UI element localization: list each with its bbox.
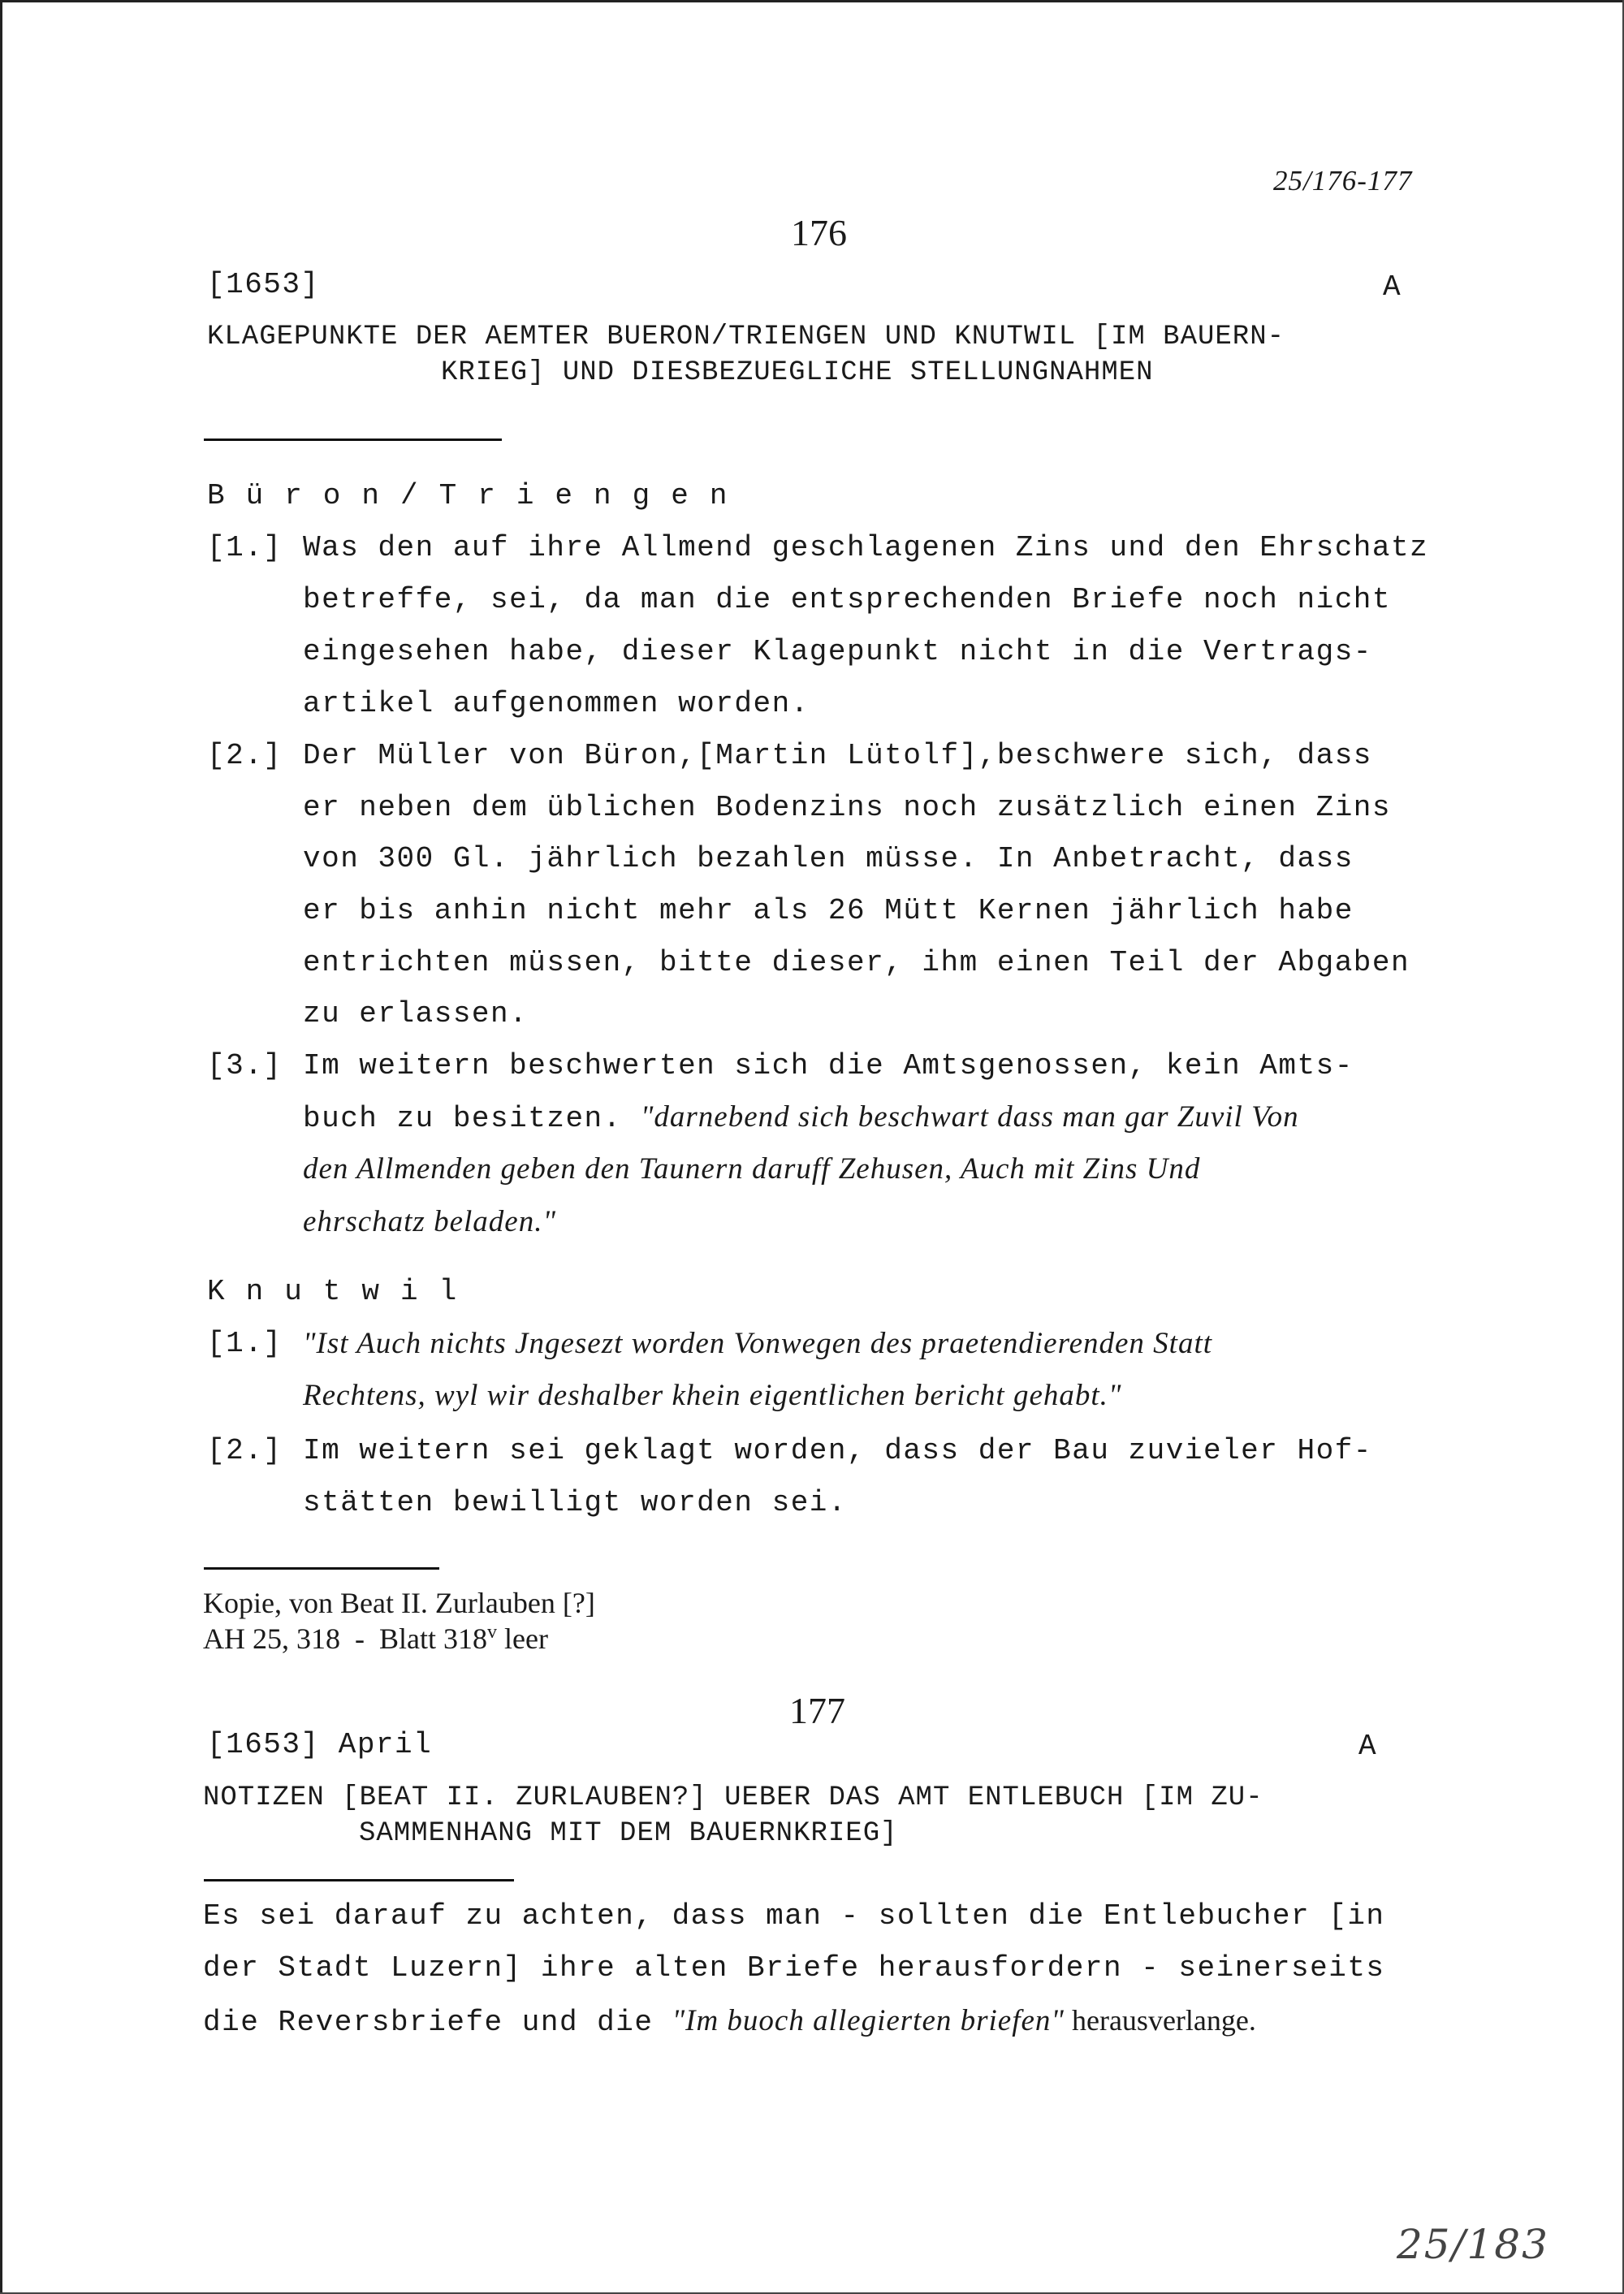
item-number: [2.] <box>207 1434 283 1467</box>
source-note-line2 <box>203 1622 548 1656</box>
item-text-line: stätten bewilligt worden sei. <box>303 1486 848 1519</box>
body-quote-italic: "Im buoch allegierten briefen" <box>672 2004 1065 2037</box>
item-text-line-mixed <box>303 1099 1299 1135</box>
section-heading-bueron-triengen: Büron/Triengen <box>207 479 749 512</box>
item-quote-italic: "darnebend sich beschwart dass man gar Zuvil Von <box>640 1100 1299 1134</box>
doc176-title-line1: KLAGEPUNKTE DER AEMTER BUERON/TRIENGEN UND KNUTWIL [IM BAUERN- <box>207 322 1285 352</box>
item-quote-italic: den Allmenden geben den Taunern daruff Zehusen, Auch mit Zins Und <box>303 1152 1201 1186</box>
item-text-line: Im weitern sei geklagt worden, dass der Bau zuvieler Hof- <box>303 1434 1372 1467</box>
item-text-line: entrichten müssen, bitte dieser, ihm einen Teil der Abgaben <box>303 946 1410 979</box>
body-text-line: Es sei darauf zu achten, dass man - sollten die Entlebucher [in <box>203 1899 1385 1933</box>
item-text-line: zu erlassen. <box>303 997 529 1030</box>
doc177-letter: A <box>1358 1730 1378 1763</box>
item-number: [2.] <box>207 739 283 772</box>
item-text-line: von 300 Gl. jährlich bezahlen müsse. In Anbetracht, dass <box>303 842 1354 875</box>
item-text-line: er bis anhin nicht mehr als 26 Mütt Kernen jährlich habe <box>303 894 1354 927</box>
document-number-177: 177 <box>789 1690 845 1731</box>
item-text-plain: buch zu besitzen. <box>303 1102 641 1135</box>
document-reference: 25/176-177 <box>1273 165 1413 197</box>
item-text-line: artikel aufgenommen worden. <box>303 687 810 720</box>
item-quote-italic: "Ist Auch nichts Jngesezt worden Vonwegen des praetendierenden Statt <box>303 1327 1213 1360</box>
body-text-plain: herausverlange. <box>1064 2004 1256 2037</box>
doc176-letter: A <box>1383 270 1402 304</box>
item-text-line: Der Müller von Büron,[Martin Lütolf],beschwere sich, dass <box>303 739 1372 772</box>
title-rule <box>204 1879 514 1881</box>
item-number: [1.] <box>207 1327 283 1360</box>
item-text-line: eingesehen habe, dieser Klagepunkt nicht in die Vertrags- <box>303 635 1372 668</box>
item-quote-italic: ehrschatz beladen." <box>303 1205 556 1238</box>
scan-border-top <box>0 0 1624 2</box>
handwritten-archive-number: 25/183 <box>1397 2221 1549 2268</box>
doc177-date: [1653] April <box>207 1728 433 1761</box>
verso-marker: v <box>486 1622 497 1643</box>
source-rule <box>204 1567 439 1570</box>
source-note-text: leer <box>496 1622 548 1655</box>
doc176-date: [1653] <box>207 268 320 301</box>
item-text-line: betreffe, sei, da man die entsprechenden Briefe noch nicht <box>303 583 1392 616</box>
item-quote-italic: Rechtens, wyl wir deshalber khein eigentlichen bericht gehabt." <box>303 1379 1122 1412</box>
source-note-text: AH 25, 318 - Blatt 318 <box>203 1622 487 1655</box>
doc176-title-line2: KRIEG] UND DIESBEZUEGLICHE STELLUNGNAHMEN <box>441 357 1154 388</box>
body-text-line: der Stadt Luzern] ihre alten Briefe herausfordern - seinerseits <box>203 1951 1385 1985</box>
item-text-line: Was den auf ihre Allmend geschlagenen Zins und den Ehrschatz <box>303 531 1429 564</box>
doc177-title-line2: SAMMENHANG MIT DEM BAUERNKRIEG] <box>359 1818 898 1849</box>
section-heading-knutwil: Knutwil <box>207 1275 478 1308</box>
item-number: [1.] <box>207 531 283 564</box>
scan-border-left <box>0 0 2 2294</box>
doc177-title-line1: NOTIZEN [BEAT II. ZURLAUBEN?] UEBER DAS AMT ENTLEBUCH [IM ZU- <box>203 1782 1263 1813</box>
item-text-line: Im weitern beschwerten sich die Amtsgenossen, kein Amts- <box>303 1049 1354 1082</box>
body-text-line-mixed <box>203 2003 1256 2039</box>
document-number-176: 176 <box>791 212 847 253</box>
body-text-plain: die Reversbriefe und die <box>203 2006 672 2039</box>
title-rule <box>204 438 502 441</box>
item-number: [3.] <box>207 1049 283 1082</box>
item-text-line: er neben dem üblichen Bodenzins noch zusätzlich einen Zins <box>303 791 1392 824</box>
source-note-line1: Kopie, von Beat II. Zurlauben [?] <box>203 1587 595 1619</box>
